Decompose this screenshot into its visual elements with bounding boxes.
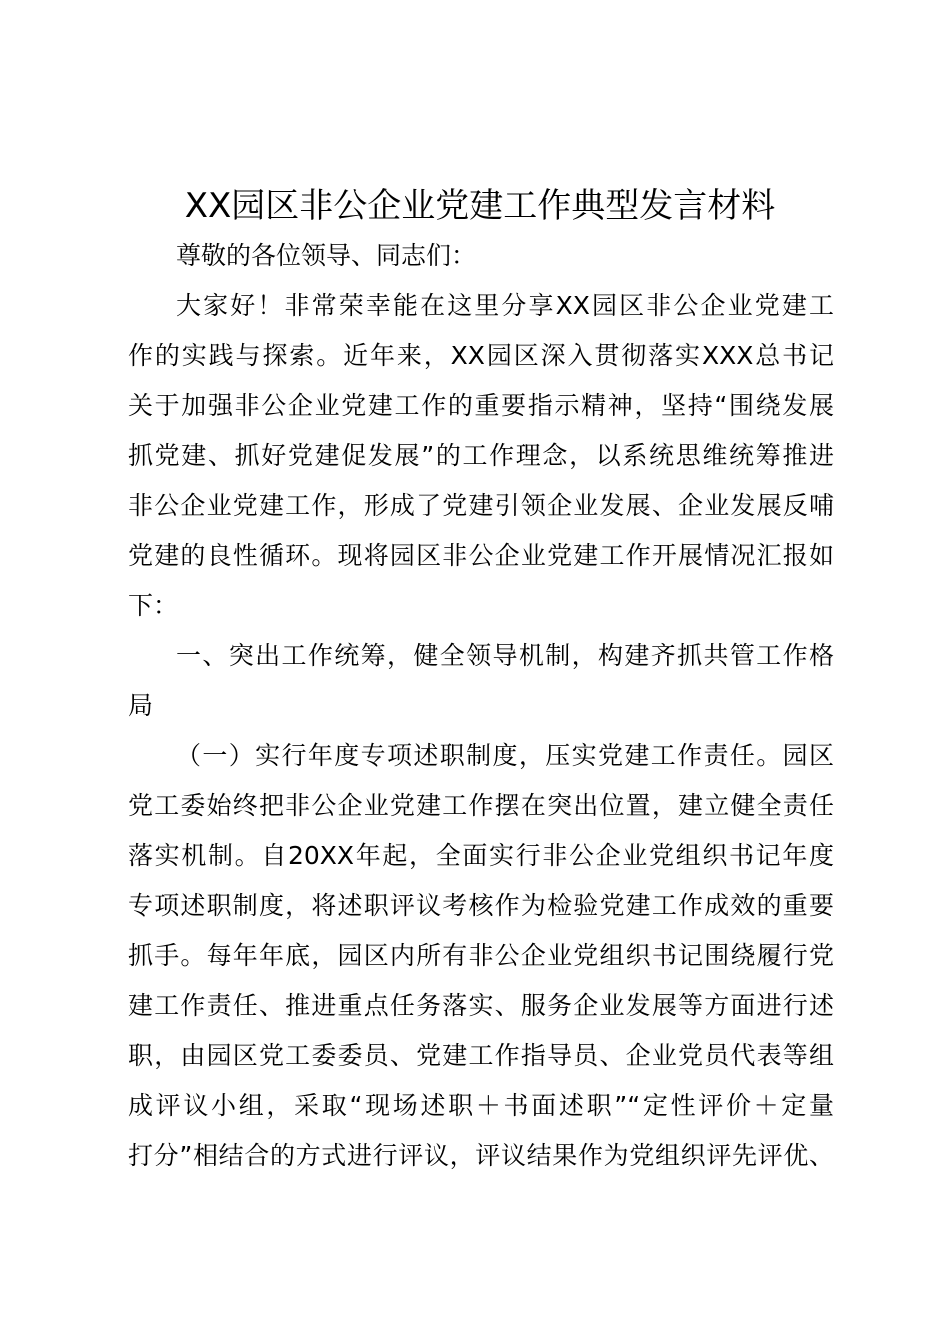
paragraph-line: 大家好！非常荣幸能在这里分享XX园区非公企业党建工 [176, 291, 834, 320]
paragraph-line: （一）实行年度专项述职制度，压实党建工作责任。园区 [176, 741, 834, 770]
paragraph-line: 成评议小组，采取“现场述职＋书面述职”“定性评价＋定量 [128, 1091, 834, 1120]
paragraph-line: 党建的良性循环。现将园区非公企业党建工作开展情况汇报如 [128, 541, 834, 570]
paragraph-line: 建工作责任、推进重点任务落实、服务企业发展等方面进行述 [128, 991, 834, 1020]
paragraph-line: 职，由园区党工委委员、党建工作指导员、企业党员代表等组 [128, 1041, 834, 1070]
paragraph-line: 关于加强非公企业党建工作的重要指示精神，坚持“围绕发展 [128, 391, 834, 420]
paragraph-line: 抓手。每年年底，园区内所有非公企业党组织书记围绕履行党 [128, 941, 834, 970]
paragraph-line: 党工委始终把非公企业党建工作摆在突出位置，建立健全责任 [128, 791, 834, 820]
paragraph-line: 落实机制。自20XX年起，全面实行非公企业党组织书记年度 [128, 841, 834, 870]
paragraph-line: 专项述职制度，将述职评议考核作为检验党建工作成效的重要 [128, 891, 834, 920]
paragraph-line: 非公企业党建工作，形成了党建引领企业发展、企业发展反哺 [128, 491, 834, 520]
paragraph-line: 下： [128, 591, 179, 620]
paragraph-line: 作的实践与探索。近年来，XX园区深入贯彻落实XXX总书记 [128, 341, 834, 370]
paragraph-line: 打分”相结合的方式进行评议，评议结果作为党组织评先评优、 [128, 1141, 834, 1170]
salutation: 尊敬的各位领导、同志们： [176, 241, 477, 270]
section-heading-line: 一、突出工作统筹，健全领导机制，构建齐抓共管工作格 [176, 641, 834, 670]
section-heading-line: 局 [128, 691, 154, 720]
paragraph-line: 抓党建、抓好党建促发展”的工作理念，以系统思维统筹推进 [128, 441, 834, 470]
document-title: XX园区非公企业党建工作典型发言材料 [184, 186, 776, 226]
